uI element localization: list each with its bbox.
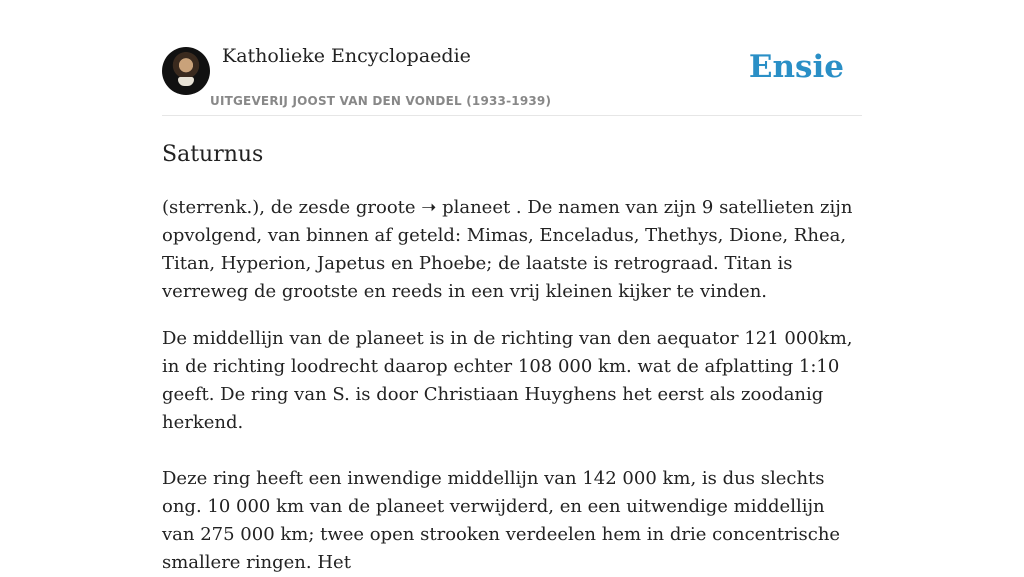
- publisher-label: UITGEVERIJ JOOST VAN DEN VONDEL (1933-1939): [210, 94, 552, 108]
- article-title: Saturnus: [162, 142, 264, 167]
- portrait-avatar-icon[interactable]: [162, 47, 210, 95]
- page: [162, 0, 862, 577]
- article-paragraph: (sterrenk.), de zesde groote ➝ planeet . De namen van zijn 9 satellieten zijn opvolgend, van binnen af geteld: Mimas, Enceladus, Thethys, Dione, Rhea, Titan, Hyperion, Japetus en Phoebe; de laatste is retrograad. Titan is verreweg de grootste en reeds in een vrij kleinen kijker te vinden.: [162, 197, 853, 302]
- site-header: [162, 0, 862, 116]
- article: [162, 140, 862, 577]
- ensie-logo[interactable]: Ensie: [748, 49, 844, 85]
- avatar-collar: [178, 77, 194, 86]
- article-paragraph: Deze ring heeft een inwendige middellijn van 142 000 km, is dus slechts ong. 10 000 km van de planeet verwijderd, en een uitwendige middellijn van 275 000 km; twee open strooken verdeelen hem in drie concentrische smallere ringen. Het: [162, 468, 841, 573]
- site-title[interactable]: Katholieke Encyclopaedie: [222, 45, 471, 67]
- article-paragraph: De middellijn van de planeet is in de richting van den aequator 121 000km, in de richting loodrecht daarop echter 108 000 km. wat de afplatting 1:10 geeft. De ring van S. is door Christiaan Huyghens het eerst als zoodanig herkend.: [162, 328, 853, 433]
